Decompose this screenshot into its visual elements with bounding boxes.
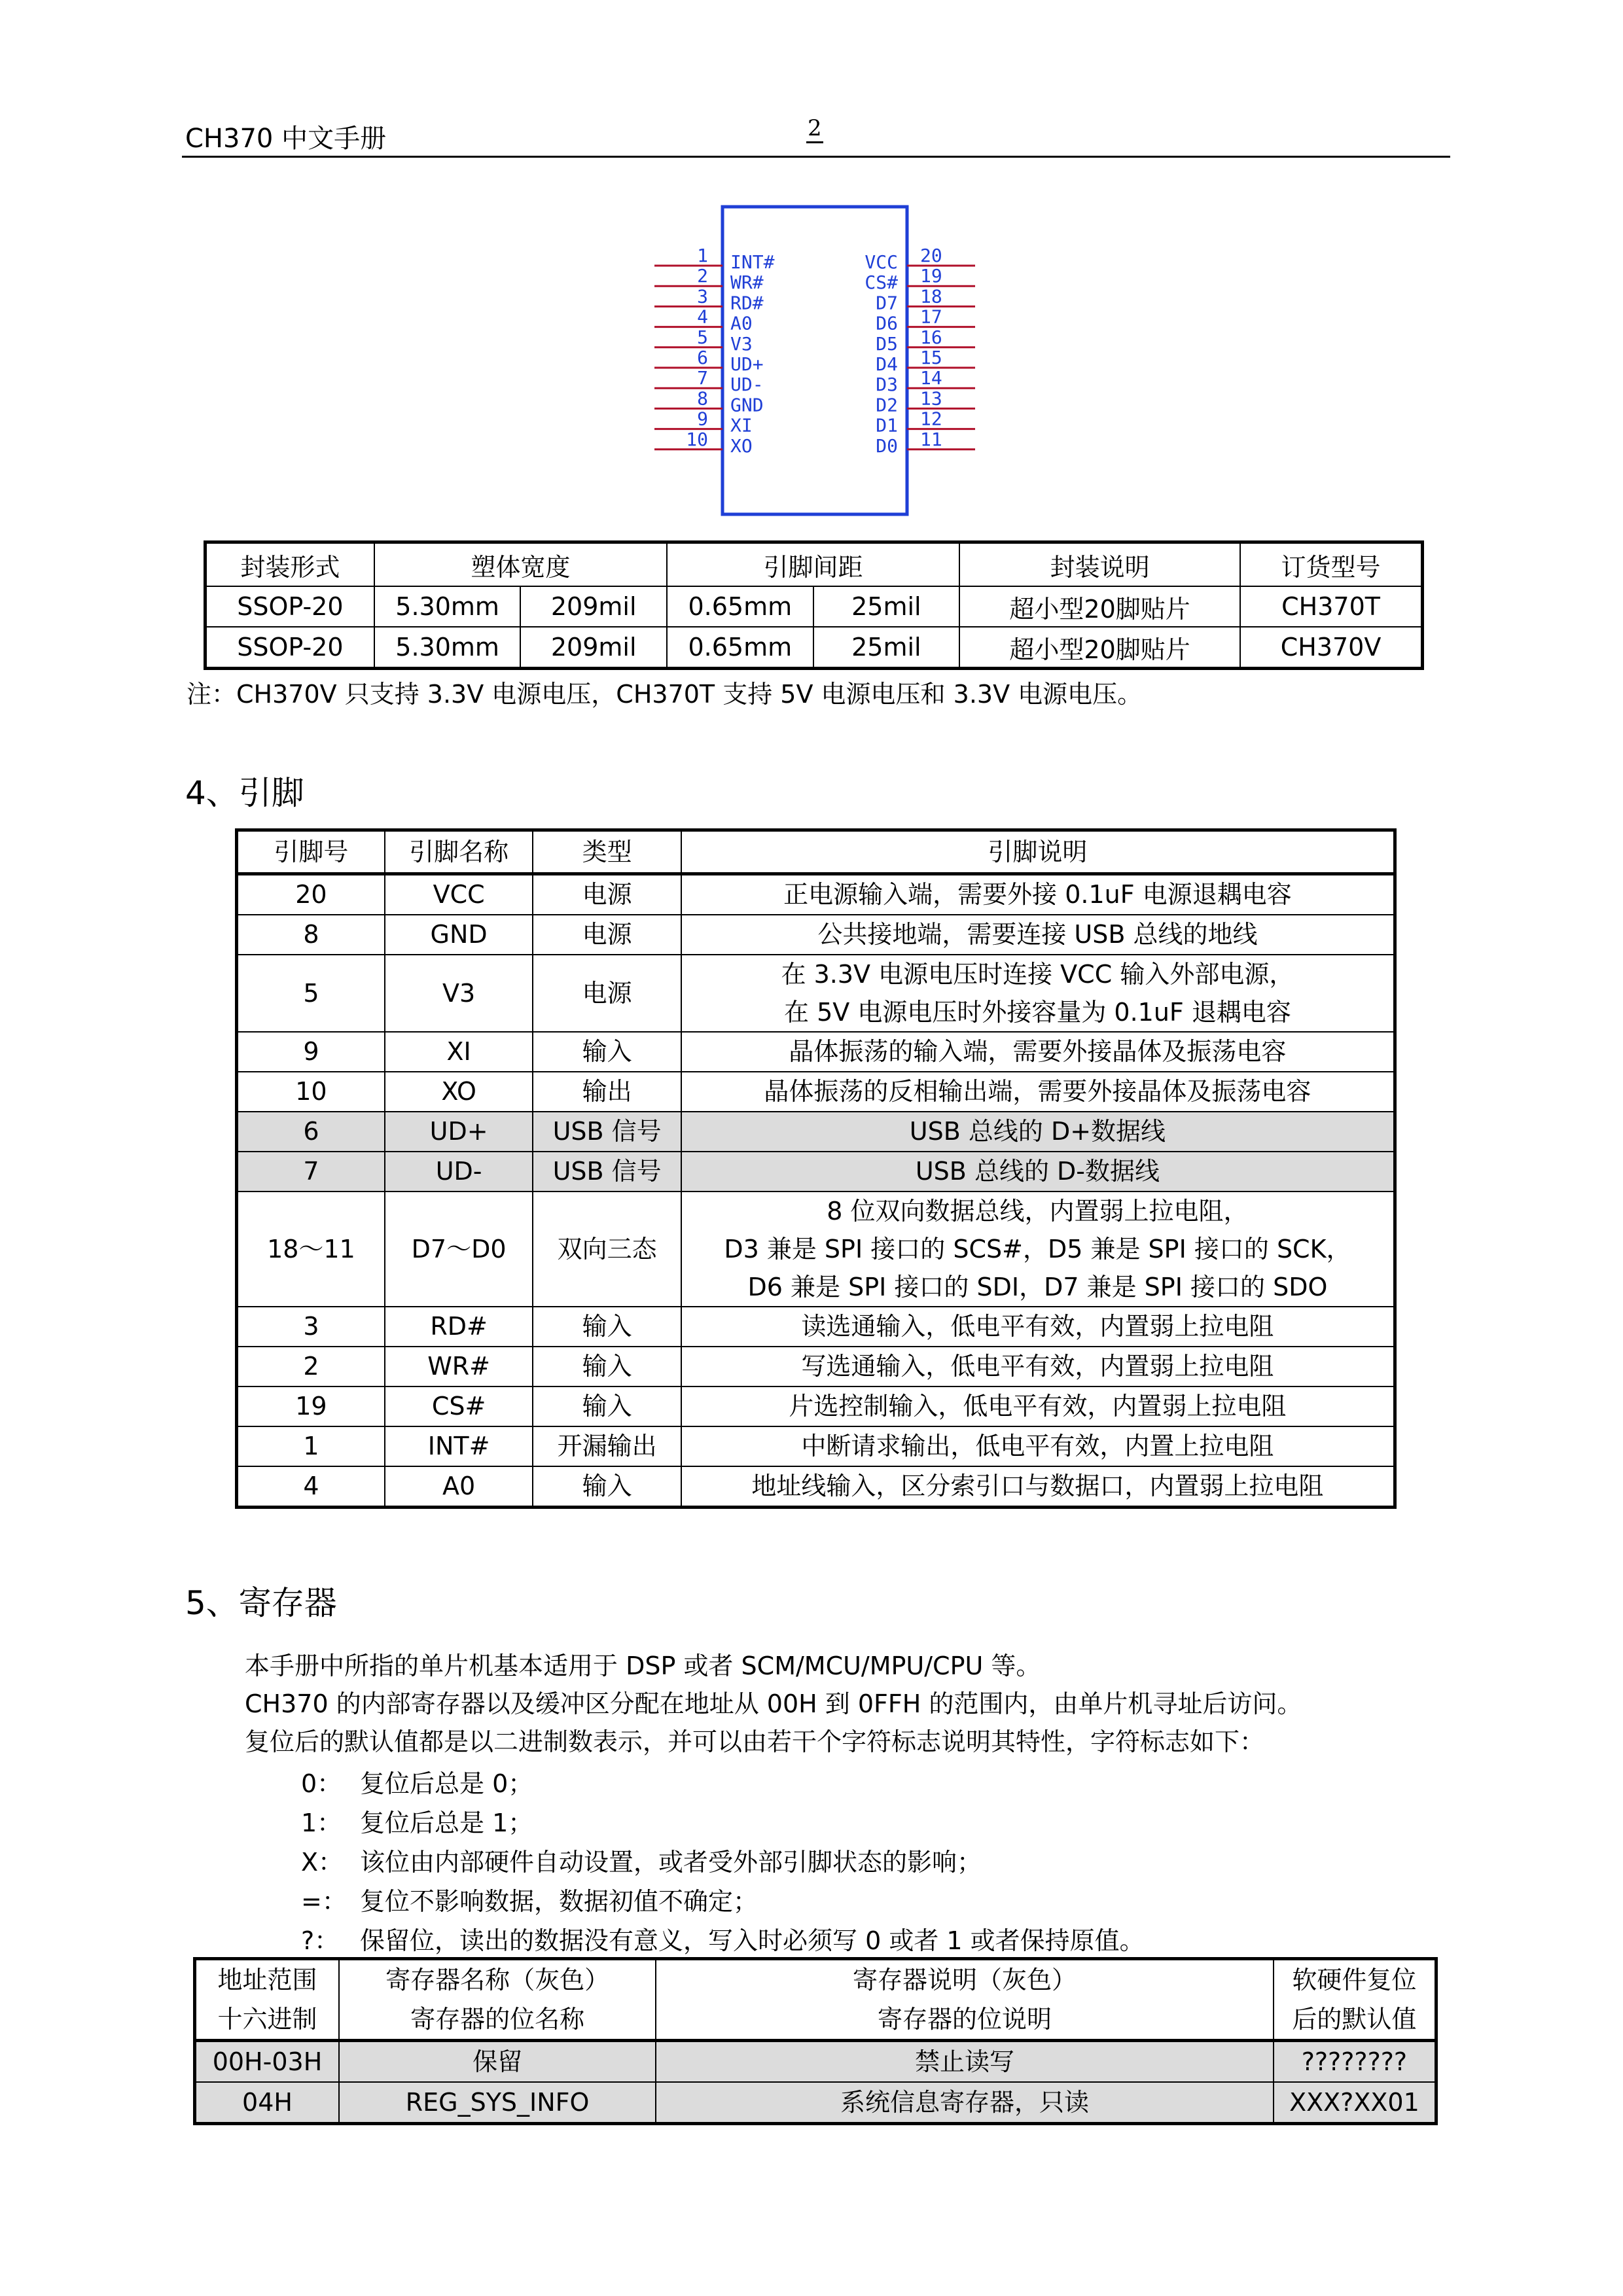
pkg-cell: 5.30mm bbox=[374, 586, 521, 627]
chip-pin-number: 18 bbox=[920, 285, 942, 308]
reg-cell: 禁止读写 bbox=[656, 2041, 1274, 2083]
reg-row bbox=[195, 2082, 1436, 2124]
flag-key: ?： bbox=[301, 1926, 340, 1955]
chip-pin-number: 11 bbox=[920, 428, 942, 450]
pin-num-cell: 7 bbox=[237, 1152, 385, 1192]
pin-desc-line: USB 总线的 D-数据线 bbox=[915, 1157, 1160, 1186]
reg-header-line: 十六进制 bbox=[217, 2005, 317, 2034]
pin-row bbox=[237, 1152, 1395, 1192]
header-rule bbox=[182, 156, 1450, 158]
pin-row bbox=[237, 955, 1395, 1032]
reg-cell: 00H-03H bbox=[195, 2041, 340, 2083]
pkg-cell: 209mil bbox=[520, 586, 667, 627]
pin-desc-cell bbox=[681, 1032, 1395, 1072]
pin-num-cell: 18～11 bbox=[237, 1192, 385, 1307]
reg-header-line: 寄存器说明（灰色） bbox=[853, 1966, 1077, 1994]
pin-type-cell: USB 信号 bbox=[533, 1152, 681, 1192]
chip-pin-name: D6 bbox=[876, 312, 898, 334]
pin-row bbox=[237, 1307, 1395, 1347]
reg-header bbox=[339, 1959, 656, 2041]
pkg-cell: 0.65mm bbox=[667, 627, 813, 669]
reg-cell: ???????? bbox=[1274, 2041, 1436, 2083]
pin-num-cell: 10 bbox=[237, 1072, 385, 1112]
flag-item bbox=[301, 1881, 758, 1917]
flag-text: 复位不影响数据，数据初值不确定； bbox=[360, 1887, 758, 1916]
pin-row bbox=[237, 1426, 1395, 1466]
flag-key: X： bbox=[301, 1848, 344, 1877]
pin-desc-cell bbox=[681, 1347, 1395, 1386]
flag-text: 复位后总是 1； bbox=[360, 1809, 533, 1837]
pkg-cell: 25mil bbox=[813, 627, 959, 669]
pin-num-cell: 9 bbox=[237, 1032, 385, 1072]
pin-desc-cell bbox=[681, 1307, 1395, 1347]
pin-table bbox=[235, 828, 1397, 1509]
section-title: 5、寄存器 bbox=[185, 1584, 337, 1622]
reg-row bbox=[195, 2041, 1436, 2083]
reg-header bbox=[195, 1959, 340, 2041]
pin-desc-line: 片选控制输入，低电平有效，内置弱上拉电阻 bbox=[789, 1392, 1287, 1421]
pin-desc-line: 地址线输入，区分索引口与数据口，内置弱上拉电阻 bbox=[751, 1472, 1324, 1500]
reg-header-line: 后的默认值 bbox=[1292, 2005, 1417, 2034]
pin-type-cell: 输入 bbox=[533, 1466, 681, 1508]
pin-type-cell: 电源 bbox=[533, 915, 681, 955]
chip-pin-number: 3 bbox=[697, 285, 708, 308]
reg-header-line: 寄存器的位名称 bbox=[410, 2005, 585, 2034]
pin-name-cell: CS# bbox=[385, 1386, 533, 1426]
flag-item bbox=[301, 1842, 982, 1878]
flag-text: 复位后总是 0； bbox=[360, 1769, 533, 1798]
pin-header: 引脚名称 bbox=[385, 830, 533, 874]
pin-num-cell: 19 bbox=[237, 1386, 385, 1426]
flag-item bbox=[301, 1763, 533, 1799]
pin-num-cell: 20 bbox=[237, 874, 385, 915]
pin-desc-line: 在 3.3V 电源电压时连接 VCC 输入外部电源， bbox=[781, 960, 1294, 989]
pin-num-cell: 6 bbox=[237, 1112, 385, 1152]
chip-pin-name: VCC bbox=[865, 251, 898, 273]
package-note: 注：CH370V 只支持 3.3V 电源电压，CH370T 支持 5V 电源电压和 3.3V 电源电压。 bbox=[187, 680, 1143, 709]
chip-pin-number: 6 bbox=[697, 347, 708, 368]
chip-pin-name: RD# bbox=[730, 292, 764, 314]
chip-pin-number: 2 bbox=[697, 265, 708, 287]
pin-desc-line: 公共接地端，需要连接 USB 总线的地线 bbox=[817, 920, 1258, 949]
pkg-cell: 5.30mm bbox=[374, 627, 521, 669]
pkg-cell: SSOP-20 bbox=[205, 627, 374, 669]
pkg-row bbox=[205, 586, 1423, 627]
chip-pin-name: XO bbox=[730, 434, 753, 457]
pin-type-cell: 输入 bbox=[533, 1307, 681, 1347]
reg-cell: 保留 bbox=[339, 2041, 656, 2083]
pin-desc-line: D6 兼是 SPI 接口的 SDI，D7 兼是 SPI 接口的 SDO bbox=[747, 1273, 1328, 1301]
reg-cell: 系统信息寄存器，只读 bbox=[656, 2082, 1274, 2124]
pin-row bbox=[237, 1112, 1395, 1152]
chip-pin-number: 20 bbox=[920, 245, 942, 266]
section-title: 4、引脚 bbox=[185, 774, 304, 812]
pin-header: 引脚说明 bbox=[681, 830, 1395, 874]
pin-row bbox=[237, 1192, 1395, 1307]
chip-pin-name: WR# bbox=[730, 272, 764, 294]
pin-desc-line: D3 兼是 SPI 接口的 SCS#，D5 兼是 SPI 接口的 SCK， bbox=[724, 1235, 1351, 1263]
pin-name-cell: WR# bbox=[385, 1347, 533, 1386]
flag-key: 0： bbox=[301, 1769, 342, 1798]
flag-key: 1： bbox=[301, 1809, 342, 1837]
reg-cell: REG_SYS_INFO bbox=[339, 2082, 656, 2124]
pin-name-cell: VCC bbox=[385, 874, 533, 915]
pkg-cell: CH370V bbox=[1240, 627, 1422, 669]
pin-type-cell: 输入 bbox=[533, 1386, 681, 1426]
chip-pin-number: 14 bbox=[920, 367, 942, 389]
pkg-header: 塑体宽度 bbox=[374, 542, 667, 587]
chip-pin-number: 1 bbox=[697, 245, 708, 266]
pkg-header: 封装形式 bbox=[205, 542, 374, 587]
chip-pinout-diagram bbox=[654, 204, 982, 518]
pkg-cell: 超小型20脚贴片 bbox=[959, 586, 1240, 627]
paragraph: 本手册中所指的单片机基本适用于 DSP 或者 SCM/MCU/MPU/CPU 等。 bbox=[245, 1651, 1041, 1680]
pin-type-cell: 开漏输出 bbox=[533, 1426, 681, 1466]
pin-num-cell: 5 bbox=[237, 955, 385, 1032]
pin-row bbox=[237, 874, 1395, 915]
chip-pin-name: INT# bbox=[730, 251, 775, 273]
chip-pin-number: 16 bbox=[920, 326, 942, 348]
pin-desc-cell bbox=[681, 1192, 1395, 1307]
reg-header bbox=[656, 1959, 1274, 2041]
chip-pin-name: D4 bbox=[876, 353, 898, 375]
pin-row bbox=[237, 1386, 1395, 1426]
reg-header-line: 软硬件复位 bbox=[1292, 1966, 1417, 1994]
pin-row bbox=[237, 1072, 1395, 1112]
pin-type-cell: 双向三态 bbox=[533, 1192, 681, 1307]
reg-header bbox=[1274, 1959, 1436, 2041]
pkg-cell: 超小型20脚贴片 bbox=[959, 627, 1240, 669]
pin-desc-cell bbox=[681, 874, 1395, 915]
pin-name-cell: XO bbox=[385, 1072, 533, 1112]
pin-header: 类型 bbox=[533, 830, 681, 874]
pin-type-cell: 输入 bbox=[533, 1347, 681, 1386]
pin-name-cell: UD- bbox=[385, 1152, 533, 1192]
pin-desc-line: USB 总线的 D+数据线 bbox=[909, 1117, 1166, 1146]
chip-pin-number: 7 bbox=[697, 367, 708, 389]
pin-name-cell: RD# bbox=[385, 1307, 533, 1347]
chip-pin-name: D1 bbox=[876, 414, 898, 436]
pkg-header: 封装说明 bbox=[959, 542, 1240, 587]
reg-cell: 04H bbox=[195, 2082, 340, 2124]
pkg-header: 引脚间距 bbox=[667, 542, 959, 587]
pkg-cell: 25mil bbox=[813, 586, 959, 627]
chip-pin-number: 17 bbox=[920, 306, 942, 328]
chip-pin-number: 4 bbox=[697, 306, 708, 328]
pin-num-cell: 2 bbox=[237, 1347, 385, 1386]
chip-pin-name: D2 bbox=[876, 394, 898, 416]
pin-row bbox=[237, 1466, 1395, 1508]
paragraph: 复位后的默认值都是以二进制数表示，并可以由若干个字符标志说明其特性，字符标志如下： bbox=[245, 1727, 1265, 1756]
chip-pin-number: 10 bbox=[686, 428, 708, 450]
chip-pin-number: 13 bbox=[920, 387, 942, 410]
pin-desc-line: 中断请求输出，低电平有效，内置上拉电阻 bbox=[801, 1432, 1274, 1460]
pin-desc-line: 写选通输入，低电平有效，内置弱上拉电阻 bbox=[801, 1352, 1274, 1381]
pin-name-cell: XI bbox=[385, 1032, 533, 1072]
chip-pin-name: D5 bbox=[876, 332, 898, 355]
pin-desc-cell bbox=[681, 1152, 1395, 1192]
pin-desc-cell bbox=[681, 1386, 1395, 1426]
pin-name-cell: GND bbox=[385, 915, 533, 955]
register-table bbox=[193, 1957, 1438, 2125]
pin-row bbox=[237, 1032, 1395, 1072]
reg-header-line: 地址范围 bbox=[217, 1966, 317, 1994]
chip-pin-name: CS# bbox=[865, 272, 898, 294]
pin-desc-line: 晶体振荡的反相输出端，需要外接晶体及振荡电容 bbox=[764, 1077, 1311, 1106]
pin-num-cell: 8 bbox=[237, 915, 385, 955]
chip-pin-name: XI bbox=[730, 414, 753, 436]
reg-cell: XXX?XX01 bbox=[1274, 2082, 1436, 2124]
pin-desc-line: 读选通输入，低电平有效，内置弱上拉电阻 bbox=[801, 1312, 1274, 1341]
pkg-cell: 209mil bbox=[520, 627, 667, 669]
paragraph: CH370 的内部寄存器以及缓冲区分配在地址从 00H 到 0FFH 的范围内，由单片机寻址后访问。 bbox=[245, 1689, 1302, 1718]
pkg-cell: 0.65mm bbox=[667, 586, 813, 627]
page-number: 2 bbox=[806, 115, 823, 143]
pin-desc-line: 8 位双向数据总线，内置弱上拉电阻， bbox=[827, 1197, 1249, 1226]
flag-item bbox=[301, 1803, 533, 1839]
pin-desc-cell bbox=[681, 1072, 1395, 1112]
chip-pin-number: 12 bbox=[920, 408, 942, 430]
chip-pin-name: V3 bbox=[730, 332, 753, 355]
pin-name-cell: A0 bbox=[385, 1466, 533, 1508]
chip-pin-number: 15 bbox=[920, 347, 942, 368]
chip-pin-name: GND bbox=[730, 394, 764, 416]
chip-pin-name: D7 bbox=[876, 292, 898, 314]
pin-type-cell: USB 信号 bbox=[533, 1112, 681, 1152]
chip-pin-name: D0 bbox=[876, 434, 898, 457]
header-title: CH370 中文手册 bbox=[185, 124, 387, 154]
flag-key: =： bbox=[301, 1887, 347, 1916]
pin-desc-line: 在 5V 电源电压时外接容量为 0.1uF 退耦电容 bbox=[783, 998, 1291, 1027]
pin-desc-cell bbox=[681, 915, 1395, 955]
pin-type-cell: 输入 bbox=[533, 1032, 681, 1072]
pin-header: 引脚号 bbox=[237, 830, 385, 874]
pin-name-cell: UD+ bbox=[385, 1112, 533, 1152]
pin-name-cell: INT# bbox=[385, 1426, 533, 1466]
chip-pin-number: 5 bbox=[697, 326, 708, 348]
chip-pin-name: A0 bbox=[730, 312, 753, 334]
pin-desc-cell bbox=[681, 1426, 1395, 1466]
pin-type-cell: 电源 bbox=[533, 955, 681, 1032]
pkg-header: 订货型号 bbox=[1240, 542, 1422, 587]
flag-text: 保留位，读出的数据没有意义，写入时必须写 0 或者 1 或者保持原值。 bbox=[360, 1926, 1145, 1955]
pin-row bbox=[237, 915, 1395, 955]
pin-type-cell: 电源 bbox=[533, 874, 681, 915]
pin-name-cell: V3 bbox=[385, 955, 533, 1032]
pin-desc-cell bbox=[681, 1112, 1395, 1152]
pin-desc-cell bbox=[681, 1466, 1395, 1508]
pin-num-cell: 1 bbox=[237, 1426, 385, 1466]
pin-name-cell: D7～D0 bbox=[385, 1192, 533, 1307]
package-table bbox=[204, 540, 1424, 670]
flag-item bbox=[301, 1920, 1145, 1956]
pin-desc-line: 晶体振荡的输入端，需要外接晶体及振荡电容 bbox=[789, 1037, 1287, 1066]
pkg-cell: CH370T bbox=[1240, 586, 1422, 627]
pkg-row bbox=[205, 627, 1423, 669]
pin-row bbox=[237, 1347, 1395, 1386]
flag-text: 该位由内部硬件自动设置，或者受外部引脚状态的影响； bbox=[360, 1848, 982, 1877]
chip-pin-number: 8 bbox=[697, 387, 708, 410]
chip-pin-name: D3 bbox=[876, 374, 898, 396]
pkg-cell: SSOP-20 bbox=[205, 586, 374, 627]
chip-pin-name: UD+ bbox=[730, 353, 764, 375]
pin-type-cell: 输出 bbox=[533, 1072, 681, 1112]
pin-num-cell: 4 bbox=[237, 1466, 385, 1508]
pin-desc-line: 正电源输入端，需要外接 0.1uF 电源退耦电容 bbox=[783, 880, 1292, 909]
reg-header-line: 寄存器名称（灰色） bbox=[385, 1966, 610, 1994]
chip-pin-number: 9 bbox=[697, 408, 708, 430]
pin-num-cell: 3 bbox=[237, 1307, 385, 1347]
chip-pin-number: 19 bbox=[920, 265, 942, 287]
pin-desc-cell bbox=[681, 955, 1395, 1032]
reg-header-line: 寄存器的位说明 bbox=[878, 2005, 1052, 2034]
chip-pin-name: UD- bbox=[730, 374, 764, 396]
